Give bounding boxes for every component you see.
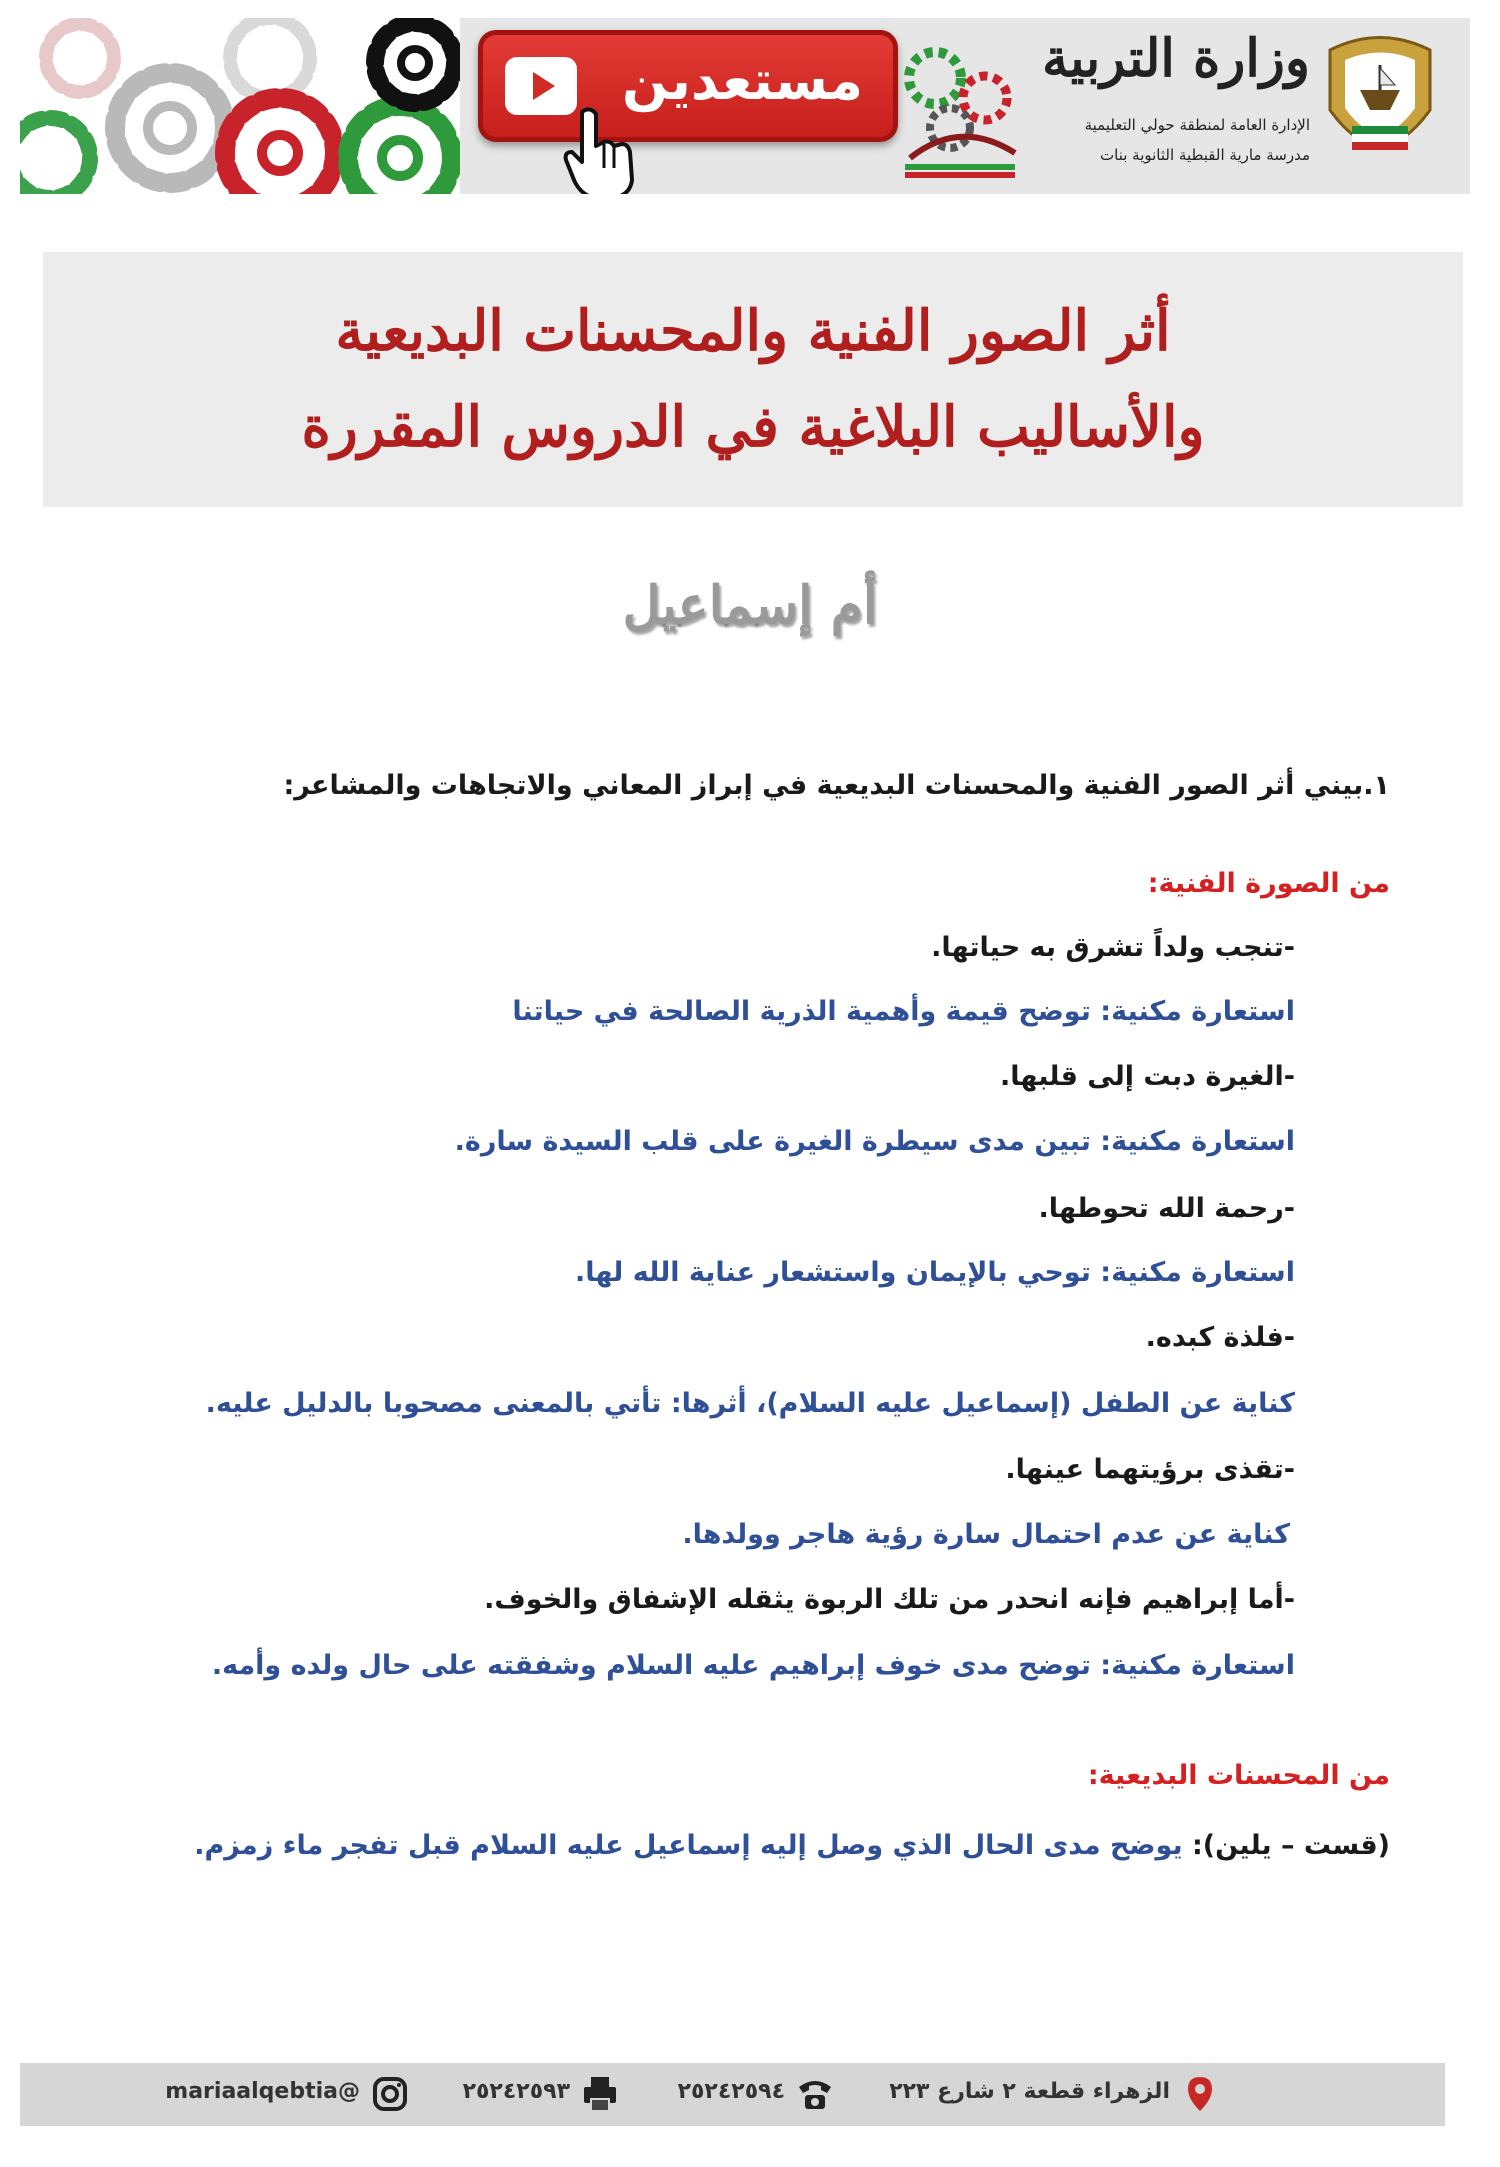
ministry-subtitle-district: الإدارة العامة لمنطقة حولي التعليمية <box>1084 116 1310 134</box>
title-line-2: والأساليب البلاغية في الدروس المقررة <box>301 394 1205 460</box>
footer-address: الزهراء قطعة ٢ شارع ٢٢٣ <box>889 2079 1170 2104</box>
ministry-title: وزارة التربية <box>1042 28 1310 89</box>
list-item-quote: -الغيرة دبت إلى قلبها. <box>999 1061 1295 1092</box>
embellishment-pair: (قست – يلين): <box>1192 1830 1390 1861</box>
section-heading-embellishments: من المحسنات البديعية: <box>1087 1760 1390 1791</box>
kuwait-emblem-icon <box>1320 30 1440 180</box>
fax-icon <box>580 2073 620 2115</box>
instagram-icon <box>370 2073 410 2115</box>
list-item-explanation: استعارة مكنية: تبين مدى سيطرة الغيرة على قلب السيدة سارة. <box>454 1126 1295 1157</box>
list-item-quote: -تقذى برؤيتهما عينها. <box>1005 1454 1295 1485</box>
location-pin-icon <box>1180 2073 1220 2115</box>
question-text: ١.بيني أثر الصور الفنية والمحسنات البديعية في إبراز المعاني والاتجاهات والمشاعر: <box>283 770 1390 801</box>
footer-fax: ٢٥٢٤٢٥٩٣ <box>462 2079 570 2104</box>
list-item-explanation: كناية عن الطفل (إسماعيل عليه السلام)، أثرها: تأتي بالمعنى مصحوبا بالدليل عليه. <box>205 1388 1295 1419</box>
ready-button[interactable] <box>478 30 898 142</box>
list-item-quote: -فلذة كبده. <box>1145 1322 1295 1353</box>
list-item-quote: -أما إبراهيم فإنه انحدر من تلك الربوة يثقله الإشفاق والخوف. <box>484 1584 1295 1615</box>
title-line-1: أثر الصور الفنية والمحسنات البديعية <box>335 298 1171 364</box>
list-item-explanation: استعارة مكنية: توحي بالإيمان واستشعار عناية الله لها. <box>574 1257 1295 1288</box>
school-logo-icon <box>895 38 1025 188</box>
embellishment-explanation: يوضح مدى الحال الذي وصل إليه إسماعيل عليه السلام قبل تفجر ماء زمزم. <box>194 1830 1183 1861</box>
footer-instagram[interactable]: @mariaalqebtia <box>165 2079 360 2104</box>
list-item-explanation: كناية عن عدم احتمال سارة رؤية هاجر وولدها. <box>682 1519 1290 1550</box>
ministry-subtitle-school: مدرسة مارية القبطية الثانوية بنات <box>1100 146 1310 164</box>
phone-icon <box>795 2073 835 2115</box>
footer-bar <box>20 2063 1445 2126</box>
section-heading-images: من الصورة الفنية: <box>1147 868 1390 899</box>
footer-phone: ٢٥٢٤٢٥٩٤ <box>677 2079 785 2104</box>
list-item-quote: -تنجب ولداً تشرق به حياتها. <box>931 932 1295 963</box>
ready-button-label: مستعدين <box>622 49 863 112</box>
header-banner <box>20 18 1470 194</box>
page-subtitle: أم إسماعيل <box>622 575 878 636</box>
list-item-quote: -رحمة الله تحوطها. <box>1038 1193 1295 1224</box>
title-box <box>43 252 1463 507</box>
list-item-explanation: استعارة مكنية: توضح مدى خوف إبراهيم عليه السلام وشفقته على حال ولده وأمه. <box>211 1650 1295 1681</box>
list-item-explanation: استعارة مكنية: توضح قيمة وأهمية الذرية الصالحة في حياتنا <box>512 996 1295 1027</box>
embellishment-item <box>194 1830 1390 1861</box>
hand-cursor-icon <box>560 102 640 194</box>
gears-decoration <box>20 18 480 194</box>
